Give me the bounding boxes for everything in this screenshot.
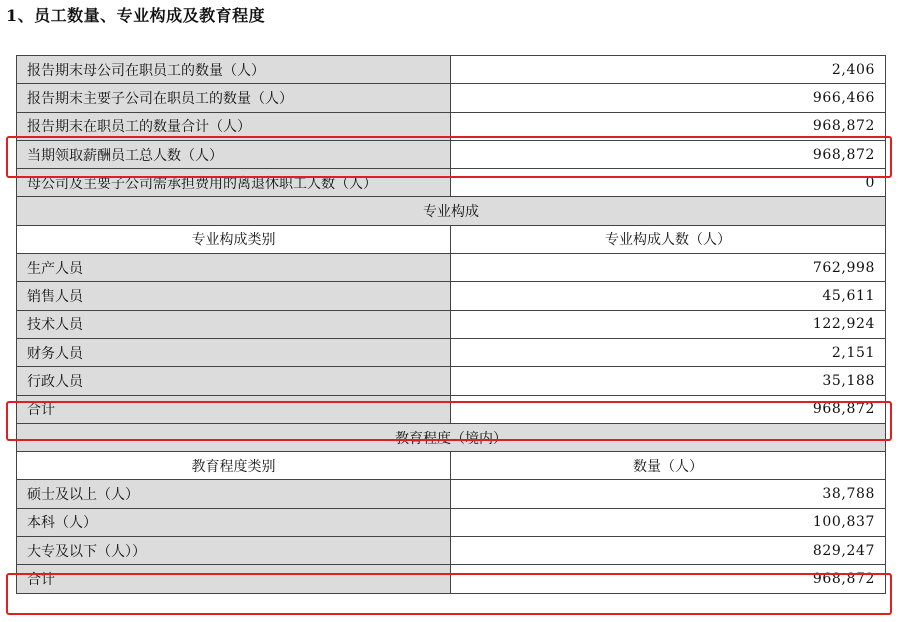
row-label: 报告期末主要子公司在职员工的数量（人） xyxy=(17,84,451,112)
row-value: 966,466 xyxy=(451,84,886,112)
table-row xyxy=(17,140,886,168)
row-label: 生产人员 xyxy=(17,254,451,282)
row-value: 968,872 xyxy=(451,140,886,168)
column-header: 教育程度类别 xyxy=(17,452,451,480)
row-value: 968,872 xyxy=(451,112,886,140)
column-header-row xyxy=(17,225,886,253)
row-value: 968,872 xyxy=(451,565,886,593)
table-row xyxy=(17,112,886,140)
table-row xyxy=(17,282,886,310)
employee-table xyxy=(16,55,886,594)
row-label: 合计 xyxy=(17,565,451,593)
row-label: 报告期末在职员工的数量合计（人） xyxy=(17,112,451,140)
row-value: 762,998 xyxy=(451,254,886,282)
row-label: 本科（人） xyxy=(17,508,451,536)
table-row xyxy=(17,395,886,423)
row-value: 2,151 xyxy=(451,338,886,366)
row-label: 大专及以下（人）） xyxy=(17,537,451,565)
row-label: 销售人员 xyxy=(17,282,451,310)
row-value: 122,924 xyxy=(451,310,886,338)
table-row xyxy=(17,169,886,197)
section-header-row xyxy=(17,423,886,451)
page-title: 1、员工数量、专业构成及教育程度 xyxy=(6,6,266,25)
table-row xyxy=(17,56,886,84)
row-value: 38,788 xyxy=(451,480,886,508)
row-label: 硕士及以上（人） xyxy=(17,480,451,508)
row-value: 35,188 xyxy=(451,367,886,395)
table-row xyxy=(17,367,886,395)
table-row xyxy=(17,254,886,282)
table-row xyxy=(17,480,886,508)
row-value: 0 xyxy=(451,169,886,197)
row-value: 829,247 xyxy=(451,537,886,565)
row-value: 100,837 xyxy=(451,508,886,536)
column-header: 专业构成人数（人） xyxy=(451,225,886,253)
row-value: 2,406 xyxy=(451,56,886,84)
table-row xyxy=(17,565,886,593)
column-header-row xyxy=(17,452,886,480)
row-label: 母公司及主要子公司需承担费用的离退休职工人数（人） xyxy=(17,169,451,197)
row-label: 技术人员 xyxy=(17,310,451,338)
row-label: 报告期末母公司在职员工的数量（人） xyxy=(17,56,451,84)
row-value: 968,872 xyxy=(451,395,886,423)
row-label: 行政人员 xyxy=(17,367,451,395)
table-row xyxy=(17,84,886,112)
row-label: 财务人员 xyxy=(17,338,451,366)
table-row xyxy=(17,508,886,536)
section-title-professional: 专业构成 xyxy=(17,197,886,225)
section-header-row xyxy=(17,197,886,225)
column-header: 数量（人） xyxy=(451,452,886,480)
table-row xyxy=(17,338,886,366)
table-row xyxy=(17,310,886,338)
column-header: 专业构成类别 xyxy=(17,225,451,253)
row-value: 45,611 xyxy=(451,282,886,310)
table-row xyxy=(17,537,886,565)
section-title-education: 教育程度（境内） xyxy=(17,423,886,451)
row-label: 合计 xyxy=(17,395,451,423)
row-label: 当期领取薪酬员工总人数（人） xyxy=(17,140,451,168)
